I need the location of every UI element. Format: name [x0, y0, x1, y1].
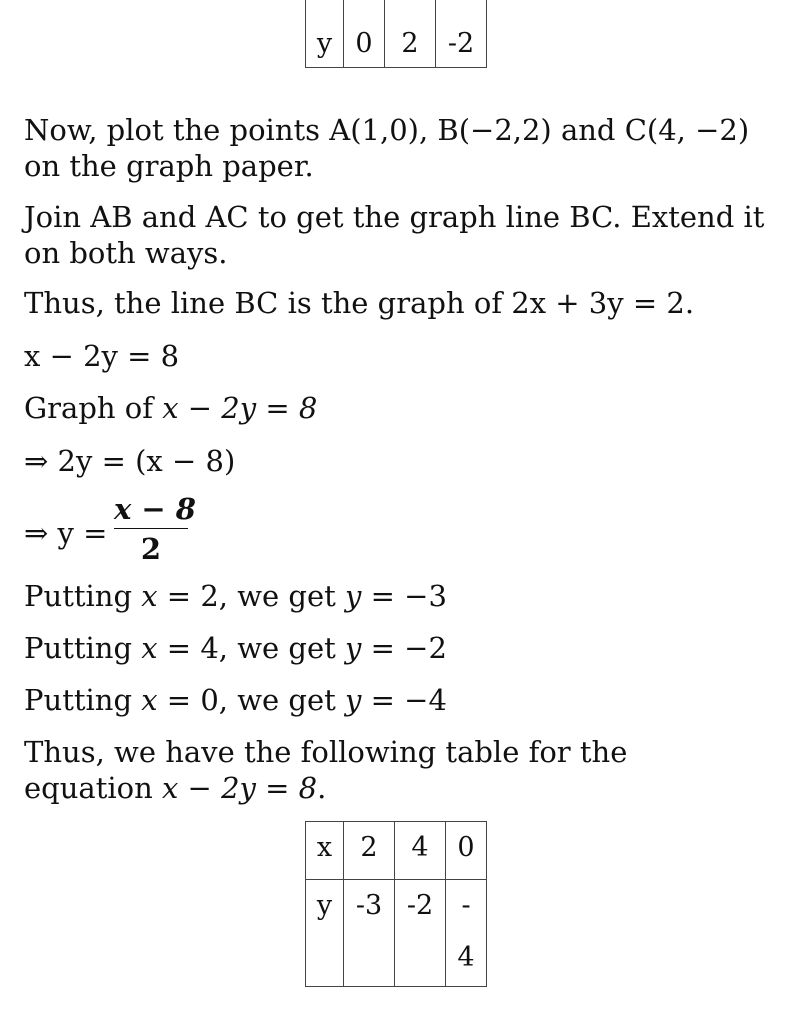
putting-line-3: Putting x = 0, we get y = −4: [24, 683, 447, 717]
putting-line-2: Putting x = 4, we get y = −2: [24, 631, 447, 665]
graph-of-label: Graph of: [24, 391, 163, 425]
paragraph-graph-conclusion: Thus, the line BC is the graph of 2x + 3y = 2.: [24, 286, 695, 320]
top-values-table: [305, 0, 487, 68]
table-cell: 2: [385, 0, 436, 68]
table-cell: -2: [436, 0, 487, 68]
fraction: [114, 490, 196, 569]
graph-of-heading: [24, 390, 317, 426]
table-cell: -3: [344, 880, 395, 987]
table-cell: 0: [344, 0, 385, 68]
table-cell: - 4: [446, 880, 487, 987]
bottom-values-table: [305, 821, 487, 987]
table-cell: y: [306, 880, 344, 987]
paragraph-plot-points: Now, plot the points A(1,0), B(−2,2) and C(4, −2) on the graph paper.: [24, 113, 750, 183]
paragraph-table-intro: Thus, we have the following table for the equation x − 2y = 8.: [24, 735, 628, 805]
equation-lead: ⇒ y =: [24, 516, 108, 550]
table-row: [306, 0, 487, 68]
table-cell: x: [306, 822, 344, 880]
putting-line-1: Putting x = 2, we get y = −3: [24, 579, 447, 613]
table-row: [306, 880, 487, 987]
table-cell: -2: [395, 880, 446, 987]
table-cell: 4: [395, 822, 446, 880]
table-cell: y: [306, 0, 344, 68]
fraction-denominator: 2: [140, 532, 162, 566]
equation-line: x − 2y = 8: [24, 339, 180, 373]
table-cell: 2: [344, 822, 395, 880]
equation-step-1: ⇒ 2y = (x − 8): [24, 444, 236, 478]
fraction-numerator: x − 8: [114, 490, 188, 529]
table-cell: 0: [446, 822, 487, 880]
paragraph-join-lines: Join AB and AC to get the graph line BC. Extend it on both ways.: [24, 200, 765, 270]
graph-of-equation: x − 2y = 8: [162, 391, 318, 425]
table-row: [306, 822, 487, 880]
